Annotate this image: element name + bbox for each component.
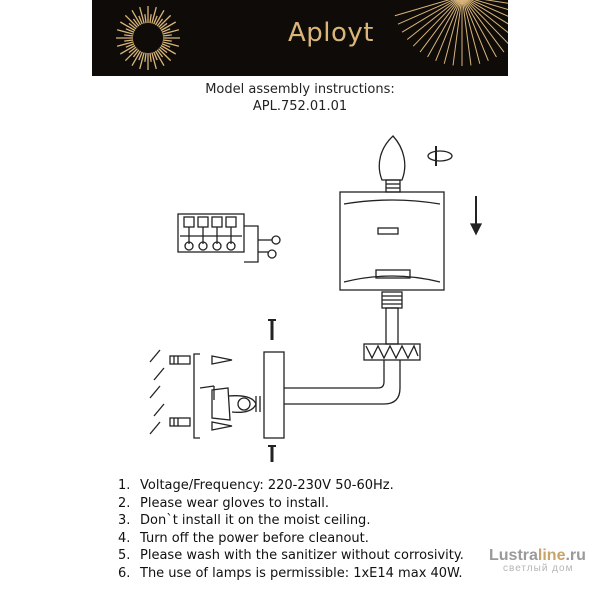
screw-top [268, 320, 276, 340]
list-item: 2. Please wear gloves to install. [118, 495, 330, 511]
model-number: APL.752.01.01 [252, 99, 348, 114]
rotate-icon [428, 146, 452, 166]
brand-name: Aployt [288, 18, 375, 48]
list-item: 5. Please wash with the sanitizer without corrosivity. [118, 548, 464, 563]
screw-left-bottom [212, 422, 232, 430]
screw-bottom [268, 446, 276, 462]
wall-hatching [150, 350, 164, 434]
list-item: 3. Don`t install it on the moist ceiling. [118, 513, 371, 528]
lamp-shade [340, 192, 444, 290]
wall-arm [284, 360, 400, 404]
wall-plate [264, 352, 284, 438]
screw-left-top [212, 356, 232, 364]
wiring-terminal-diagram [178, 214, 280, 262]
instructions-title: Model assembly instructions: [205, 82, 395, 97]
bulb-e14 [379, 136, 405, 192]
anchor-top [170, 356, 190, 364]
list-item: 4. Turn off the power before cleanout. [118, 530, 369, 546]
socket-and-nut [364, 292, 420, 360]
down-arrow-icon [471, 196, 481, 234]
list-item: 1. Voltage/Frequency: 220-230V 50-60Hz. [118, 478, 394, 493]
anchor-bottom [170, 418, 190, 426]
watermark: Lustraline.ru светлый дом [489, 547, 586, 574]
list-item: 6. The use of lamps is permissible: 1xE14 max 40W. [118, 565, 463, 581]
